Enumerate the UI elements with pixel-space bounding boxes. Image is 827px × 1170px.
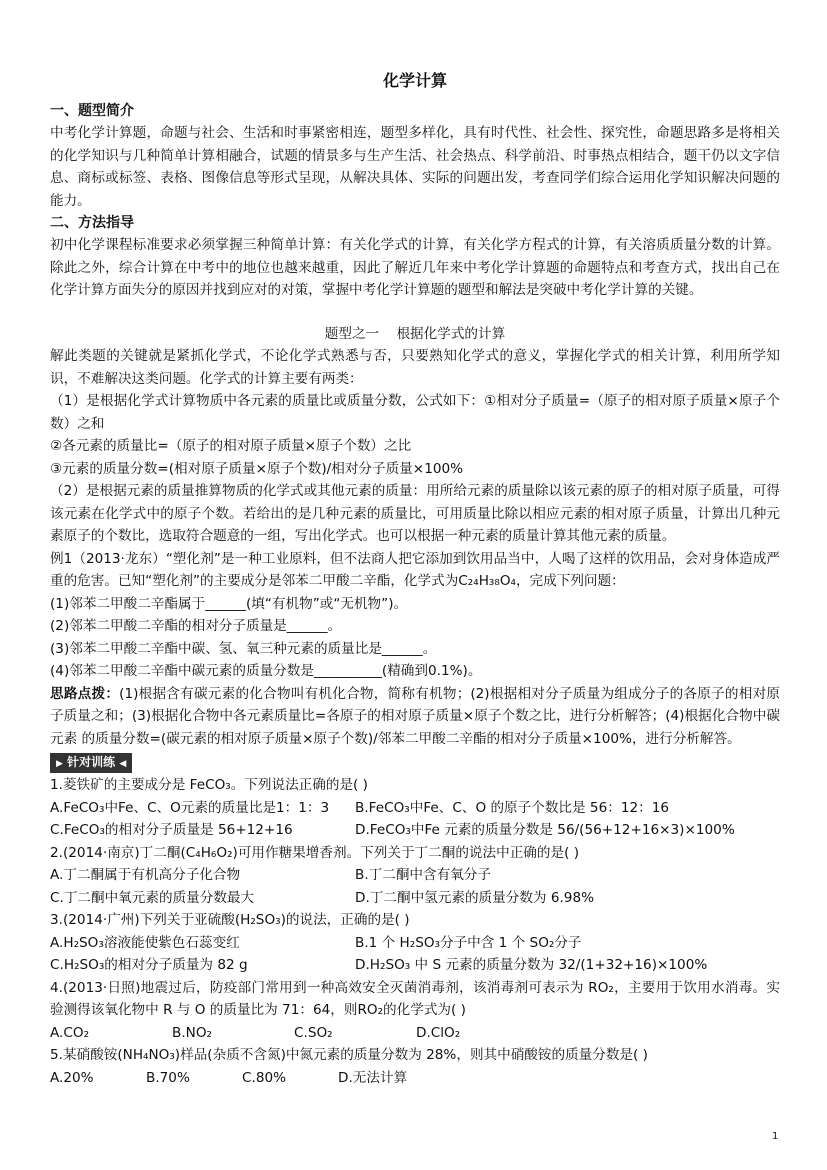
page-number: 1: [772, 1131, 779, 1142]
example-1-q4: (4)邻苯二甲酸二辛酯中碳元素的质量分数是__________(精确到0.1%)。: [50, 663, 482, 679]
question-5-options: [50, 1067, 780, 1090]
practice-tag: [50, 753, 132, 773]
question-1-option-c: C.FeCO₃的相对分子质量是 56+12+16: [50, 822, 293, 838]
question-1-option-b: B.FeCO₃中Fe、C、O 的原子个数比是 56：12：16: [355, 799, 670, 816]
question-5-option-d: D.无法计算: [338, 1069, 408, 1086]
question-4-options: [50, 1022, 780, 1045]
question-2-option-c: C.丁二酮中氧元素的质量分数最大: [50, 889, 255, 906]
item-1c: ③元素的质量分数=(相对原子质量×原子个数)/相对分子质量×100%: [50, 460, 464, 477]
section-heading-method: 二、方法指导: [50, 215, 134, 231]
hint-label: 思路点拨：: [50, 685, 120, 702]
question-3-option-d: D.H₂SO₃ 中 S 元素的质量分数为 32/(1+32+16)×100%: [355, 957, 708, 973]
question-5-option-a: A.20%: [50, 1069, 94, 1086]
page-title: 化学计算: [382, 71, 447, 90]
question-3-options-row-2: [50, 954, 780, 977]
question-3-options-row-1: [50, 932, 780, 955]
example-1-q1: (1)邻苯二甲酸二辛酯属于______(填“有机物”或“无机物”)。: [50, 595, 408, 612]
question-1-options-row-1: [50, 797, 780, 820]
section-heading-intro: 一、题型简介: [50, 103, 134, 119]
question-2: 2.(2014·南京)丁二酮(C₄H₆O₂)可用作糖果增香剂。下列关于丁二酮的说法中正确的是( ): [50, 844, 580, 861]
triangle-right-icon: ▶: [56, 759, 63, 769]
question-2-option-b: B.丁二酮中含有氧分子: [355, 867, 491, 883]
hint-text: (1)根据含有碳元素的化合物叫有机化合物，简称有机物；(2)根据相对分子质量为组成分子的各原子的相对原子质量之和；(3)根据化合物中各元素质量比=各原子的相对原子质量×原子个数之比，进行分析解答；(4)根据化合物中碳元素 的质量分数=(碳元素的相对原子质量×原子个数)/邻苯二甲酸二辛酯的相对分子质量×100%，进行分析解答。: [50, 685, 780, 747]
question-3: 3.(2014·广州)下列关于亚硫酸(H₂SO₃)的说法，正确的是( ): [50, 912, 410, 928]
question-5-option-c: C.80%: [242, 1069, 287, 1086]
hint-paragraph: [50, 683, 780, 751]
item-1: （1）是根据化学式计算物质中各元素的质量比或质量分数，公式如下：①相对分子质量=（原子的相对原子质量×原子个数）之和: [50, 393, 780, 432]
question-2-option-d: D.丁二酮中氢元素的质量分数为 6.98%: [355, 889, 595, 906]
question-4-option-d: D.ClO₂: [416, 1024, 461, 1041]
question-2-options-row-1: [50, 864, 780, 887]
question-5-option-b: B.70%: [146, 1069, 190, 1086]
question-5: 5.某硝酸铵(NH₄NO₃)样品(杂质不含氮)中氮元素的质量分数为 28%，则其中硝酸铵的质量分数是( ): [50, 1047, 648, 1063]
question-4: 4.(2013·日照)地震过后，防疫部门常用到一种高效安全灭菌消毒剂，该消毒剂可表示为 RO₂，主要用于饮用水消毒。实验测得该氧化物中 R 与 O 的质量比为 71：64，则RO₂的化学式为( ): [50, 979, 780, 1018]
question-4-option-b: B.NO₂: [172, 1024, 212, 1041]
question-4-option-a: A.CO₂: [50, 1024, 90, 1041]
question-4-option-c: C.SO₂: [294, 1024, 333, 1041]
question-1-options-row-2: [50, 819, 780, 842]
question-3-option-a: A.H₂SO₃溶液能使紫色石蕊变红: [50, 934, 240, 951]
question-1: 1.菱铁矿的主要成分是 FeCO₃。下列说法正确的是( ): [50, 777, 368, 793]
section-intro-text: 中考化学计算题，命题与社会、生活和时事紧密相连，题型多样化，具有时代性、社会性、探究性，命题思路多是将相关的化学知识与几种简单计算相融合，试题的情景多与生产生活、社会热点、科学前沿、时事热点相结合，题干仍以文字信息、商标或标签、表格、图像信息等形式呈现，从解决具体、实际的问题出发，考查同学们综合运用化学知识解决问题的能力。: [50, 125, 780, 209]
question-3-option-b: B.1 个 H₂SO₃分子中含 1 个 SO₂分子: [355, 934, 582, 951]
question-1-option-d: D.FeCO₃中Fe 元素的质量分数是 56/(56+12+16×3)×100%: [355, 822, 735, 838]
item-2: （2）是根据元素的质量推算物质的化学式或其他元素的质量：用所给元素的质量除以该元素的原子的相对原子质量，可得该元素在化学式中的原子个数。若给出的是几种元素的质量比，可用质量比除以相应元素的相对原子质量，计算出几种元素原子的个数比，选取符合题意的一组，写出化学式。也可以根据一种元素的质量计算其他元素的质量。: [50, 483, 780, 544]
item-1b: ②各元素的质量比=（原子的相对原子质量×原子个数）之比: [50, 438, 412, 454]
question-3-option-c: C.H₂SO₃的相对分子质量为 82 g: [50, 957, 248, 973]
question-2-options-row-2: [50, 887, 780, 910]
example-1-q2: (2)邻苯二甲酸二辛酯的相对分子质量是______。: [50, 618, 342, 634]
type-heading: 题型之一 根据化学式的计算: [324, 325, 506, 342]
triangle-left-icon: ◀: [119, 759, 127, 769]
example-1: 例1（2013·龙东）“塑化剂”是一种工业原料，但不法商人把它添加到饮用品当中，人喝了这样的饮用品，会对身体造成严重的危害。已知“塑化剂”的主要成分是邻苯二甲酸二辛酯，化学式为C₂₄H₃₈O₄，完成下列问题：: [50, 550, 780, 589]
question-1-option-a: A.FeCO₃中Fe、C、O元素的质量比是1：1：3: [50, 799, 330, 816]
question-2-option-a: A.丁二酮属于有机高分子化合物: [50, 867, 241, 883]
section-method-text: 初中化学课程标准要求必须掌握三种简单计算：有关化学式的计算，有关化学方程式的计算，有关溶质质量分数的计算。除此之外，综合计算在中考中的地位也越来越重，因此了解近几年来中考化学计算题的命题特点和考查方式，找出自己在化学计算方面失分的原因并找到应对的对策，掌握中考化学计算题的题型和解法是突破中考化学计算的关键。: [50, 237, 780, 298]
practice-tag-label: 针对训练: [67, 755, 116, 769]
intro-paragraph: 解此类题的关键就是紧抓化学式，不论化学式熟悉与否，只要熟知化学式的意义，掌握化学式的相关计算，利用所学知识，不难解决这类问题。化学式的计算主要有两类：: [50, 348, 780, 387]
document-page: [50, 68, 780, 1089]
example-1-q3: (3)邻苯二甲酸二辛酯中碳、氢、氧三种元素的质量比是______。: [50, 640, 437, 657]
